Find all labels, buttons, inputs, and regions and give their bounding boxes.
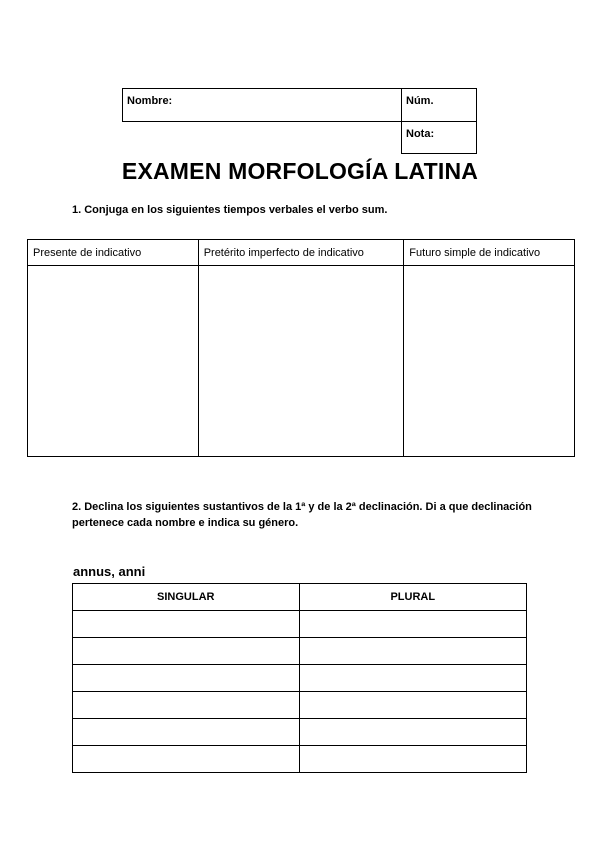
col-plural-header: PLURAL [299, 584, 526, 611]
num-field[interactable] [402, 89, 477, 122]
table-row [73, 719, 527, 746]
plural-cell[interactable] [299, 692, 526, 719]
header-spacer [123, 121, 402, 154]
page-title: EXAMEN MORFOLOGÍA LATINA [121, 158, 479, 184]
plural-cell[interactable] [299, 746, 526, 773]
nombre-field[interactable] [123, 89, 402, 122]
singular-cell[interactable] [73, 746, 300, 773]
plural-cell[interactable] [299, 719, 526, 746]
nota-label: Nota: [406, 127, 435, 140]
col-imperfecto-header: Pretérito imperfecto de indicativo [198, 240, 404, 266]
noun-label: annus, anni [73, 564, 146, 579]
answer-presente-cell[interactable] [28, 266, 199, 457]
table-row [73, 746, 527, 773]
student-info-box [122, 88, 477, 154]
table-row [73, 638, 527, 665]
plural-cell[interactable] [299, 665, 526, 692]
singular-cell[interactable] [73, 638, 300, 665]
col-singular-header: SINGULAR [73, 584, 300, 611]
singular-cell[interactable] [73, 611, 300, 638]
num-label: Núm. [406, 95, 434, 107]
nombre-label: Nombre: [127, 95, 173, 107]
question-2-text: 2. Declina los siguientes sustantivos de la 1ª y de la 2ª declinación. Di a que declinación pertenece cada nombre e indica su género. [72, 501, 532, 529]
answer-futuro-cell[interactable] [404, 266, 575, 457]
plural-cell[interactable] [299, 611, 526, 638]
table-row [73, 692, 527, 719]
singular-cell[interactable] [73, 665, 300, 692]
singular-cell[interactable] [73, 692, 300, 719]
col-presente-header: Presente de indicativo [28, 240, 199, 266]
declension-table [72, 583, 527, 773]
conjugation-table [27, 239, 575, 457]
singular-cell[interactable] [73, 719, 300, 746]
nota-field[interactable] [402, 121, 477, 154]
table-row [73, 611, 527, 638]
table-row [73, 665, 527, 692]
col-futuro-header: Futuro simple de indicativo [404, 240, 575, 266]
answer-imperfecto-cell[interactable] [198, 266, 404, 457]
question-1-text: 1. Conjuga en los siguientes tiempos verbales el verbo sum. [72, 204, 388, 216]
plural-cell[interactable] [299, 638, 526, 665]
